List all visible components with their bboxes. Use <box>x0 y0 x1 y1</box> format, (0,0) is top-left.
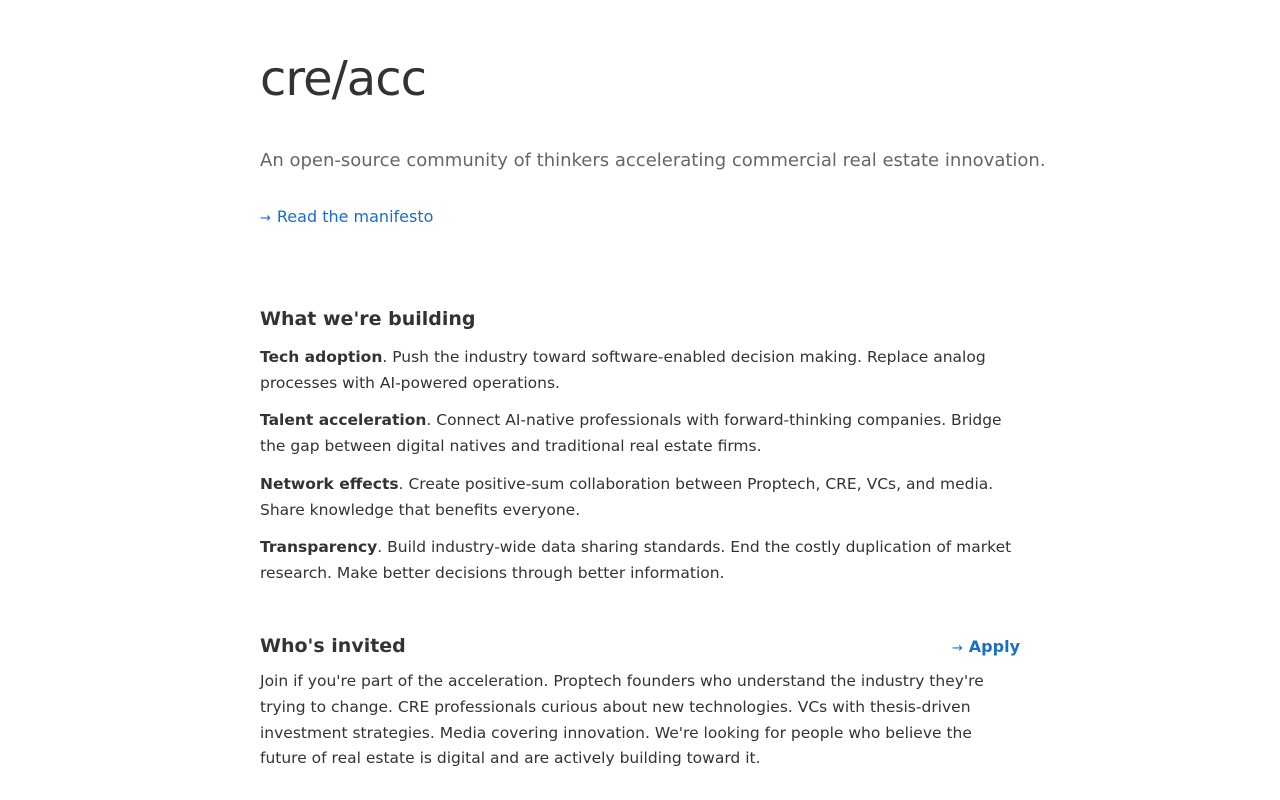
site-title: cre/acc <box>260 51 426 107</box>
apply-link-label: Apply <box>968 637 1020 656</box>
item-text: . Build industry-wide data sharing standards. End the costly duplication of market research. Make better decisions through better information. <box>260 538 1012 582</box>
invite-paragraph: Join if you're part of the acceleration. Proptech founders who understand the industry they're trying to change. CRE professionals curious about new technologies. VCs with thesis-driven investment strategies. Media covering innovation. We're looking for people who believe the future of real estate is digital and are actively building toward it. <box>260 672 984 768</box>
item-term: Transparency <box>260 538 378 556</box>
arrow-right-icon: → <box>260 211 271 226</box>
list-item <box>260 408 1020 459</box>
section-title-invited: Who's invited <box>260 635 406 657</box>
item-term: Network effects <box>260 475 399 493</box>
section-title-building: What we're building <box>260 308 476 330</box>
list-item <box>260 345 1020 396</box>
item-term: Tech adoption <box>260 348 383 366</box>
item-text: . Connect AI-native professionals with forward-thinking companies. Bridge the gap between digital natives and traditional real estate firms. <box>260 411 1002 455</box>
read-manifesto-link[interactable] <box>260 205 433 231</box>
manifesto-link-label: Read the manifesto <box>276 207 434 226</box>
list-item <box>260 472 1020 523</box>
apply-link[interactable] <box>952 634 1020 662</box>
arrow-right-icon: → <box>951 641 963 656</box>
item-text: . Push the industry toward software-enabled decision making. Replace analog processes with AI-powered operations. <box>260 348 986 392</box>
tagline: An open-source community of thinkers accelerating commercial real estate innovation. <box>260 150 1046 171</box>
item-term: Talent acceleration <box>260 411 427 429</box>
item-text: . Create positive-sum collaboration between Proptech, CRE, VCs, and media. Share knowledge that benefits everyone. <box>260 475 994 519</box>
list-item <box>260 535 1020 586</box>
